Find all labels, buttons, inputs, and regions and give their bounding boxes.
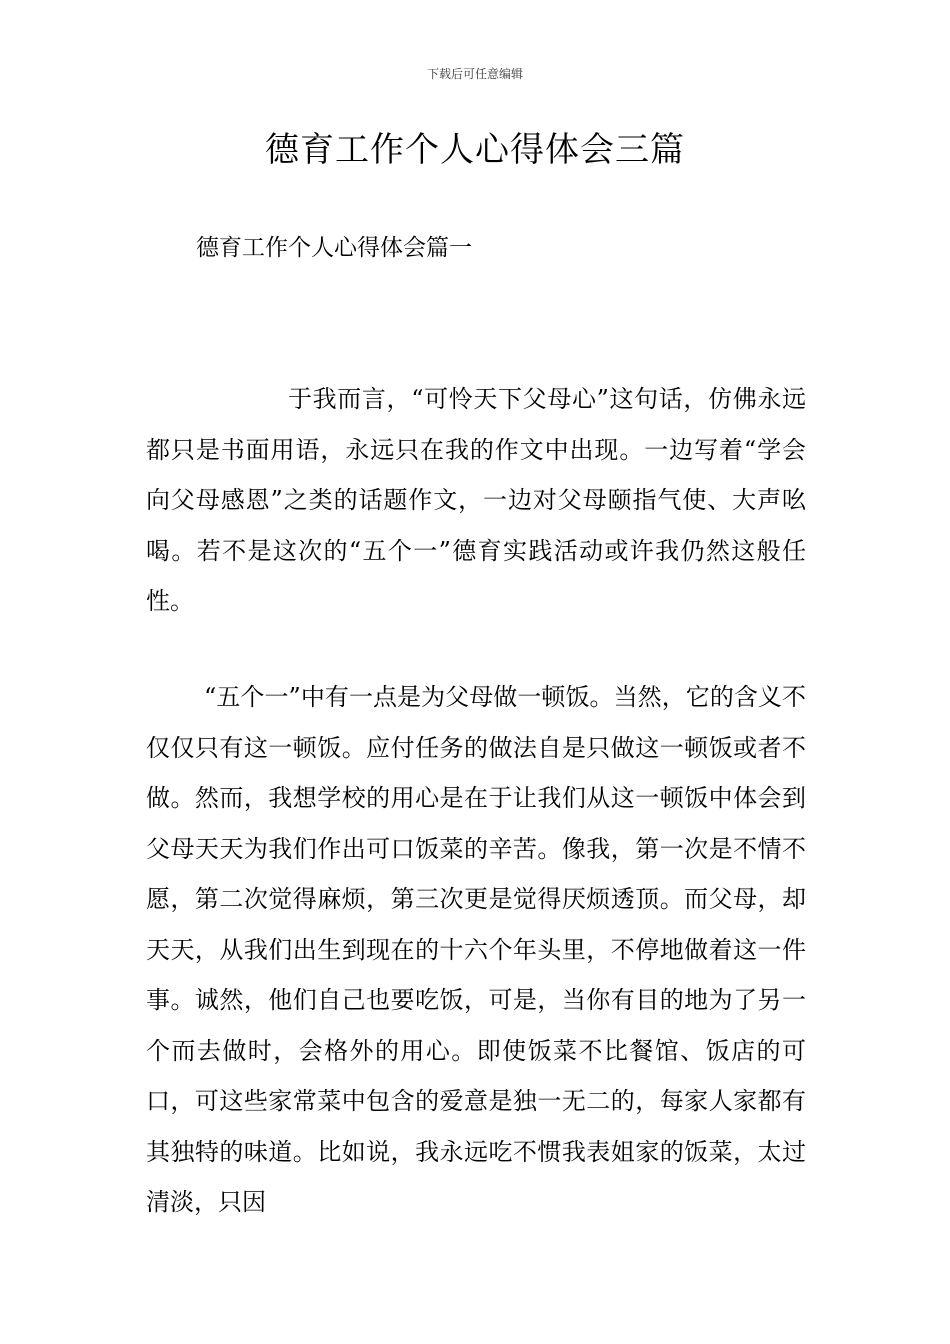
paragraph-2: “五个一”中有一点是为父母做一顿饭。当然，它的含义不仅仅只有这一顿饭。应付任务的做法自是只做这一顿饭或者不做。然而，我想学校的用心是在于让我们从这一顿饭中体会到父母天天为我们作出可口饭菜的辛苦。像我，第一次是不情不愿，第二次觉得麻烦，第三次更是觉得厌烦透顶。而父母，却天天，从我们出生到现在的十六个年头里，不停地做着这一件事。诚然，他们自己也要吃饭，可是，当你有目的地为了另一个而去做时，会格外的用心。即使饭菜不比餐馆、饭店的可口，可这些家常菜中包含的爱意是独一无二的，每家人家都有其独特的味道。比如说，我永远吃不惯我表姐家的饭菜，太过清淡，只因: [146, 683, 806, 1216]
header-note: 下载后可任意编辑: [426, 67, 523, 81]
document-title: 德育工作个人心得体会三篇: [265, 130, 685, 170]
section-title: 德育工作个人心得体会篇一: [196, 235, 472, 261]
paragraph-1: 于我而言，“可怜天下父母心”这句话，仿佛永远都只是书面用语，永远只在我的作文中出现。一边写着“学会向父母感恩”之类的话题作文，一边对父母颐指气使、大声吆喝。若不是这次的“五个一”德育实践活动或许我仍然这般任性。: [146, 385, 806, 615]
